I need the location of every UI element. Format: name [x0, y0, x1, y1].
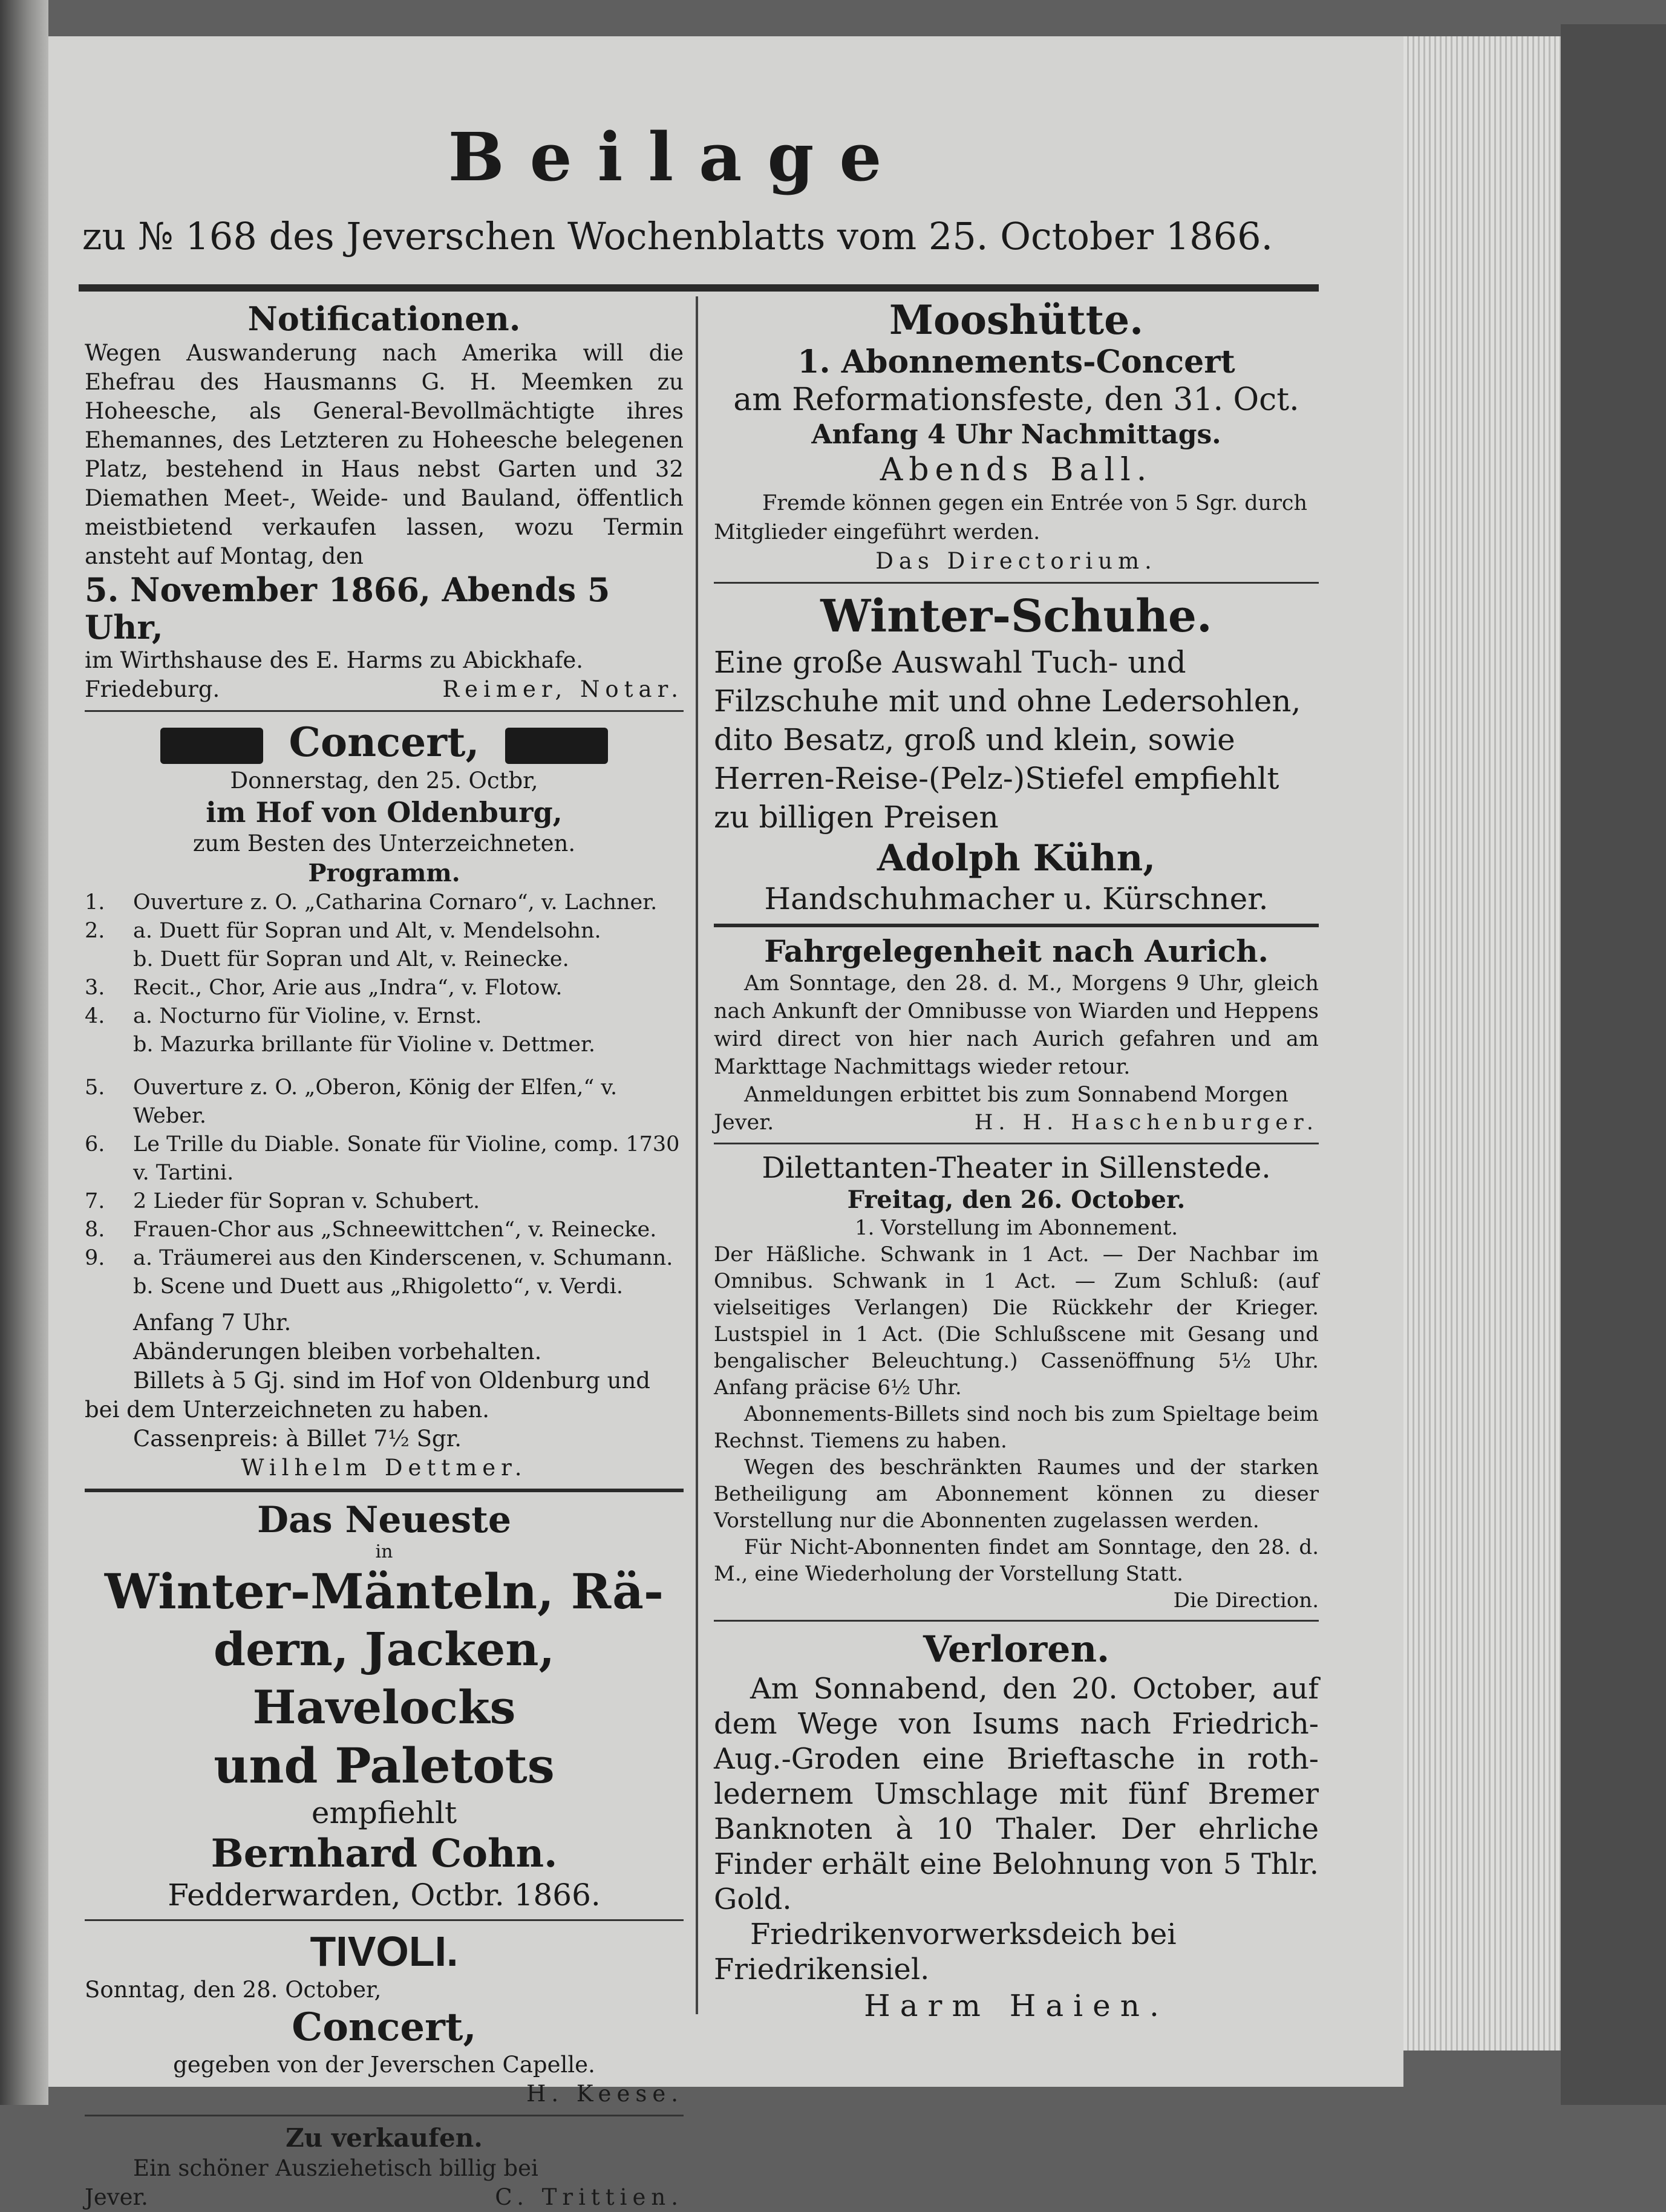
- right-column: [714, 296, 1319, 2024]
- theater-date: Freitag, den 26. October.: [847, 1186, 1186, 1214]
- mooshuette-line-2: am Reformationsfeste, den 31. Oct.: [733, 382, 1299, 418]
- verloren-text: Am Sonnabend, den 20. October, auf dem Wege von Isums nach Friedrich-Aug.-Groden eine Brieftasche in roth-ledernem Umschlage mit fünf Bremer Banknoten à 10 Thaler. Der ehrliche Finder erhält eine Belohnung von 5 Thlr. Gold.: [714, 1672, 1319, 1916]
- fahr-signature-row: [714, 1109, 1319, 1137]
- program-item: 3. Recit., Chor, Arie aus „Indra“, v. Flotow.: [85, 976, 563, 1000]
- tivoli-given-by: gegeben von der Jeverschen Capelle.: [173, 2052, 595, 2078]
- winterschuhe-trade: Handschuhmacher u. Kürschner.: [764, 881, 1269, 916]
- neueste-ad: [85, 1498, 684, 1913]
- neueste-heading: Das Neueste: [256, 1499, 512, 1541]
- program-item: 8. Frauen-Chor aus „Schneewittchen“, v. Reinecke.: [85, 1218, 657, 1242]
- concert-signature: Wilhelm Dettmer.: [241, 1455, 528, 1481]
- tivoli-heading: TIVOLI.: [310, 1928, 459, 1975]
- tivoli-signature: H. Keese.: [526, 2081, 684, 2107]
- program-item: b. Scene und Duett aus „Rhigoletto“, v. Verdi.: [133, 1274, 624, 1299]
- program-item: 7. 2 Lieder für Sopran v. Schubert.: [85, 1189, 480, 1213]
- divider: [85, 1489, 684, 1492]
- notif-text: Wegen Auswanderung nach Amerika will die Ehefrau des Hausmanns G. H. Meemken zu Hoheesche, als General-Bevollmächtigte ihres Ehemannes, des Letzteren zu Hoheesche belegenen Platz, bestehend in Haus nebst Garten und 32 Diemathen Meet-, Weide- und Bauland, öffentlich meistbietend verkaufen lassen, wozu Termin ansteht auf Montag, den: [85, 340, 684, 569]
- theater-ad: [714, 1150, 1319, 1614]
- concert-ad: [85, 718, 684, 1483]
- theater-text-3: Wegen des beschränkten Raumes und der starken Betheiligung am Abonnement können zu dieser Vorstellung nur die Abonnenten zugelassen werden.: [714, 1455, 1319, 1533]
- verkaufen-heading: Zu verkaufen.: [286, 2123, 483, 2153]
- verloren-heading: Verloren.: [923, 1628, 1109, 1671]
- programm-list: [85, 889, 684, 1301]
- notification-ad: [85, 299, 684, 704]
- concert-tickets: Billets à 5 Gj. sind im Hof von Oldenburg und bei dem Unterzeichneten zu haben.: [85, 1368, 650, 1423]
- program-item: 9. a. Träumerei aus den Kinderscenen, v. Schumann.: [85, 1246, 673, 1270]
- verloren-signature: Harm Haien.: [864, 1988, 1169, 2023]
- notif-sig-left: Friedeburg.: [85, 676, 220, 702]
- program-item: 2. a. Duett für Sopran und Alt, v. Mendelsohn.: [85, 919, 601, 943]
- program-item: 4. a. Nocturno für Violine, v. Ernst.: [85, 1004, 482, 1028]
- notif-heading: Notificationen.: [247, 299, 521, 338]
- concert-heading: Concert,: [289, 719, 480, 766]
- page-header: [36, 115, 1319, 264]
- pointing-hand-icon: [505, 728, 608, 764]
- program-item: 6. Le Trille du Diable. Sonate für Violine, comp. 1730 v. Tartini.: [85, 1132, 680, 1185]
- neueste-line-3: und Paletots: [214, 1737, 555, 1794]
- pointing-hand-icon: [160, 728, 263, 764]
- concert-purpose: zum Besten des Unterzeichneten.: [192, 830, 576, 856]
- theater-signature: Die Direction.: [1173, 1588, 1319, 1613]
- column-divider: [696, 296, 698, 2014]
- mooshuette-text: Fremde können gegen ein Entrée von 5 Sgr. durch Mitglieder eingeführt werden.: [714, 491, 1308, 544]
- program-spacer: [85, 1059, 684, 1074]
- mooshuette-signature: Das Directorium.: [875, 548, 1157, 574]
- mooshuette-line-3: Anfang 4 Uhr Nachmittags.: [811, 419, 1221, 450]
- divider: [714, 582, 1319, 584]
- divider: [714, 1620, 1319, 1622]
- fahrgelegenheit-ad: [714, 933, 1319, 1137]
- divider: [714, 1143, 1319, 1144]
- verkaufen-signature-row: [85, 2183, 684, 2212]
- program-item: 5. Ouverture z. O. „Oberon, König der Elfen,“ v. Weber.: [85, 1075, 618, 1128]
- mooshuette-line-1: 1. Abonnements-Concert: [797, 344, 1235, 380]
- neueste-line-2: dern, Jacken, Havelocks: [214, 1622, 555, 1734]
- notif-sig-right: Reimer, Notar.: [442, 676, 684, 702]
- verkaufen-sig-left: Jever.: [85, 2184, 148, 2210]
- divider: [85, 2115, 684, 2116]
- fahr-text-2: Anmeldungen erbittet bis zum Sonnabend Morgen: [744, 1083, 1289, 1107]
- divider: [85, 710, 684, 712]
- concert-venue: im Hof von Oldenburg,: [206, 796, 563, 829]
- theater-heading: Dilettanten-Theater in Sillenstede.: [762, 1151, 1271, 1185]
- verloren-text-2: Friedrikenvorwerksdeich bei Friedrikensiel.: [714, 1917, 1177, 1986]
- fahr-sig-left: Jever.: [714, 1111, 774, 1135]
- mooshuette-line-4: Abends Ball.: [880, 452, 1153, 488]
- neueste-line-1: Winter-Mänteln, Rä-: [104, 1563, 664, 1620]
- theater-text-4: Für Nicht-Abonnenten findet am Sonntage, den 28. d. M., eine Wiederholung der Vorstellung Statt.: [714, 1535, 1319, 1586]
- tivoli-ad: [85, 1927, 684, 2109]
- page-title: Beilage: [448, 118, 907, 196]
- verkaufen-text: Ein schöner Ausziehetisch billig bei: [133, 2155, 538, 2181]
- left-column: [85, 296, 684, 2212]
- program-item: b. Mazurka brillante für Violine v. Dettmer.: [133, 1033, 596, 1057]
- winterschuhe-text: Eine große Auswahl Tuch- und Filzschuhe mit und ohne Ledersohlen, dito Besatz, groß und klein, sowie Herren-Reise-(Pelz-)Stiefel empfiehlt zu billigen Preisen: [714, 645, 1301, 835]
- neueste-name: Bernhard Cohn.: [211, 1831, 558, 1876]
- concert-date: Donnerstag, den 25. Octbr,: [230, 768, 538, 794]
- notif-signature-row: [85, 675, 684, 704]
- theater-text: Der Häßliche. Schwank in 1 Act. — Der Nachbar im Omnibus. Schwank in 1 Act. — Zum Schluß: (auf vielseitiges Verlangen) Die Rückkehr der Krieger. Lustspiel in 1 Act. (Die Schlußscene mit Gesang und bengalischer Beleuchtung.) Cassenöffnung 5½ Uhr. Anfang präcise 6½ Uhr.: [714, 1242, 1319, 1400]
- divider: [714, 924, 1319, 927]
- winterschuhe-name: Adolph Kühn,: [877, 837, 1156, 879]
- concert-cassa: Cassenpreis: à Billet 7½ Sgr.: [133, 1426, 462, 1452]
- winterschuhe-ad: [714, 590, 1319, 918]
- neueste-empfiehlt: empfiehlt: [311, 1795, 457, 1830]
- tivoli-date: Sonntag, den 28. October,: [85, 1977, 382, 2003]
- programm-label: Programm.: [308, 859, 460, 887]
- fahr-text: Am Sonntage, den 28. d. M., Morgens 9 Uhr, gleich nach Ankunft der Omnibusse von Wiarden und Heppens wird direct von hier nach Aurich gefahren und am Markttage Nachmittags wieder retour.: [714, 971, 1319, 1079]
- book-spine: [0, 0, 48, 2105]
- neueste-in: in: [375, 1541, 393, 1562]
- header-rule: [79, 284, 1319, 292]
- verloren-ad: [714, 1628, 1319, 2024]
- program-item: b. Duett für Sopran und Alt, v. Reinecke.: [133, 947, 569, 971]
- fahr-sig-right: H. H. Haschenburger.: [974, 1111, 1319, 1135]
- fahr-heading: Fahrgelegenheit nach Aurich.: [764, 933, 1269, 969]
- verkaufen-sig-right: C. Trittien.: [495, 2184, 684, 2210]
- theater-text-2: Abonnements-Billets sind noch bis zum Spieltage beim Rechnst. Tiemens zu haben.: [714, 1402, 1319, 1453]
- page-subtitle: zu № 168 des Jeverschen Wochenblatts vom 25. October 1866.: [82, 214, 1273, 258]
- verkaufen-ad: [85, 2122, 684, 2212]
- concert-changes: Abänderungen bleiben vorbehalten.: [133, 1339, 542, 1365]
- page-edges: [1403, 36, 1561, 2051]
- winterschuhe-heading: Winter-Schuhe.: [820, 590, 1212, 642]
- tivoli-concert: Concert,: [292, 2005, 477, 2050]
- mooshuette-heading: Mooshütte.: [889, 296, 1144, 344]
- neueste-place: Fedderwarden, Octbr. 1866.: [168, 1878, 601, 1913]
- mooshuette-ad: [714, 296, 1319, 576]
- notif-place: im Wirthshause des E. Harms zu Abickhafe.: [85, 647, 584, 673]
- divider: [85, 1919, 684, 1921]
- theater-vorstellung: 1. Vorstellung im Abonnement.: [854, 1216, 1178, 1240]
- concert-start: Anfang 7 Uhr.: [133, 1310, 292, 1336]
- program-item: 1. Ouverture z. O. „Catharina Cornaro“, v. Lachner.: [85, 890, 658, 915]
- book-edge: [1561, 24, 1666, 2105]
- notif-date: 5. November 1866, Abends 5 Uhr,: [85, 570, 610, 647]
